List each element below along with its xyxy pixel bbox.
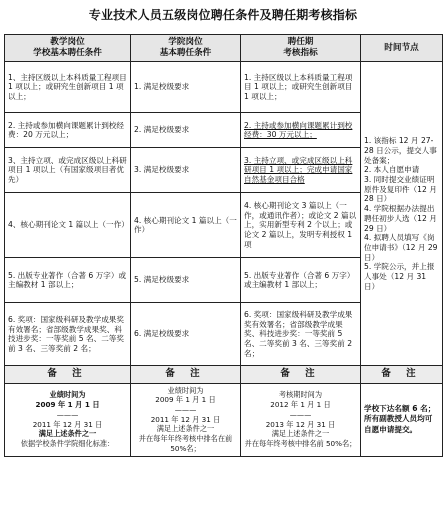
header-row	[5, 35, 443, 62]
header-appointment-period: 聘任期 考核指标	[241, 35, 361, 62]
table-row	[5, 62, 443, 113]
header-college-post: 学院岗位 基本聘任条件	[131, 35, 241, 62]
assessment-cell: 5. 出版专业著作（合著 6 万字）或主编教材 1 部以上；	[241, 258, 361, 303]
assessment-cell: 3. 主持立项、或完成区级以上科研项目 1 项以上；完成申请国家自然基金项目合格	[241, 148, 361, 193]
page-title: 专业技术人员五级岗位聘任条件及聘任期考核指标	[88, 8, 358, 22]
timeline-item: 4. 学院根据办法提出聘任初步人选（12 月 29 日）	[364, 204, 437, 233]
college-condition-cell: 6. 满足校级要求	[131, 303, 241, 366]
remark-label: 备 注	[361, 366, 443, 383]
school-condition-cell: 2. 主持或参加横向课题累计到校经费：20 万元以上；	[5, 113, 131, 148]
college-condition-cell: 4. 核心期刊论文 1 篇以上（一作）	[131, 193, 241, 258]
remark-label: 备 注	[5, 366, 131, 383]
remark-cell-college: 业绩时间为 2009 年 1 月 1 日 ——— 2011 年 12 月 31 日 满足上述条件之一 并在每年年终考核中排名在前 50%名；	[131, 383, 241, 456]
remark-row	[5, 383, 443, 456]
remark-label: 备 注	[131, 366, 241, 383]
timeline-item: 3. 同时提交业绩证明原件及复印件（12 月 28 日）	[364, 174, 437, 204]
remark-cell-quota: 学校下达名额 6 名；所有副教授人员均可自愿申请提交。	[361, 383, 443, 456]
timeline-item: 5. 学院公示，并上报人事处（12 月 31 日）	[364, 262, 435, 291]
college-condition-cell: 1. 满足校级要求	[131, 62, 241, 113]
assessment-cell: 6. 奖项：国家级科研及教学成果奖有效署名；省部级教学成果奖、科技进步奖：一等奖前 5 名、二等奖前 3 名、三等奖前 2 名；	[241, 303, 361, 366]
criteria-table	[4, 34, 443, 457]
remark-header-row	[5, 366, 443, 383]
college-condition-cell: 2. 满足校级要求	[131, 113, 241, 148]
timeline-cell	[361, 62, 443, 366]
college-condition-cell: 3. 满足校级要求	[131, 148, 241, 193]
school-condition-cell: 1、主持区级以上本科质量工程项目 1 项以上；或研究生创新项目 1 项以上；	[5, 62, 131, 113]
school-condition-cell: 5. 出版专业著作（合著 6 万字）或主编教材 1 部以上；	[5, 258, 131, 303]
assessment-cell: 4. 核心期刊论文 3 篇以上（一作，或通讯作者）；或论文 2 篇以上，实用新型专利 2 个以上；或论文 2 篇以上，发明专利授权 1 项	[241, 193, 361, 258]
timeline-item: 1. 该指标 12 月 27-28 日公示，提交人事处备案；	[364, 136, 437, 165]
remark-cell-assessment: 考核期时间为 2012 年 1 月 1 日 ——— 2013 年 12 月 31 日 满足上述条件之一 并在每年终考核中排名前 50%名；	[241, 383, 361, 456]
assessment-cell: 1. 主持区级以上本科质量工程项目 1 项以上；或研究生创新项目 1 项以上；	[241, 62, 361, 113]
timeline-item: 4. 拟聘人员填写《岗位申请书》（12 月 29 日）	[364, 233, 438, 262]
assessment-cell: 2. 主持或参加横向课题累计到校经费：30 万元以上；	[241, 113, 361, 148]
school-condition-cell: 3、主持立项、或完成区级以上科研项目 1 项以上（有国家级项目者优先）	[5, 148, 131, 193]
remark-label: 备 注	[241, 366, 361, 383]
header-teaching-post: 教学岗位 学校基本聘任条件	[5, 35, 131, 62]
school-condition-cell: 4、核心期刊论文 1 篇以上（一作）	[5, 193, 131, 258]
remark-cell-teaching: 业绩时间为 2009 年 1 月 1 日 ——— 2011 年 12 月 31 日 满足上述条件之一 依据学校条件学院细化标准：	[5, 383, 131, 456]
college-condition-cell: 5. 满足校级要求	[131, 258, 241, 303]
timeline-item: 2. 本人自愿申请	[364, 165, 420, 175]
header-time-node: 时间节点	[361, 35, 443, 62]
school-condition-cell: 6. 奖项：国家级科研及教学成果奖有效署名；省部级教学成果奖、科技进步奖：一等奖前 5 名、二等奖前 3 名、三等奖前 2 名；	[5, 303, 131, 366]
